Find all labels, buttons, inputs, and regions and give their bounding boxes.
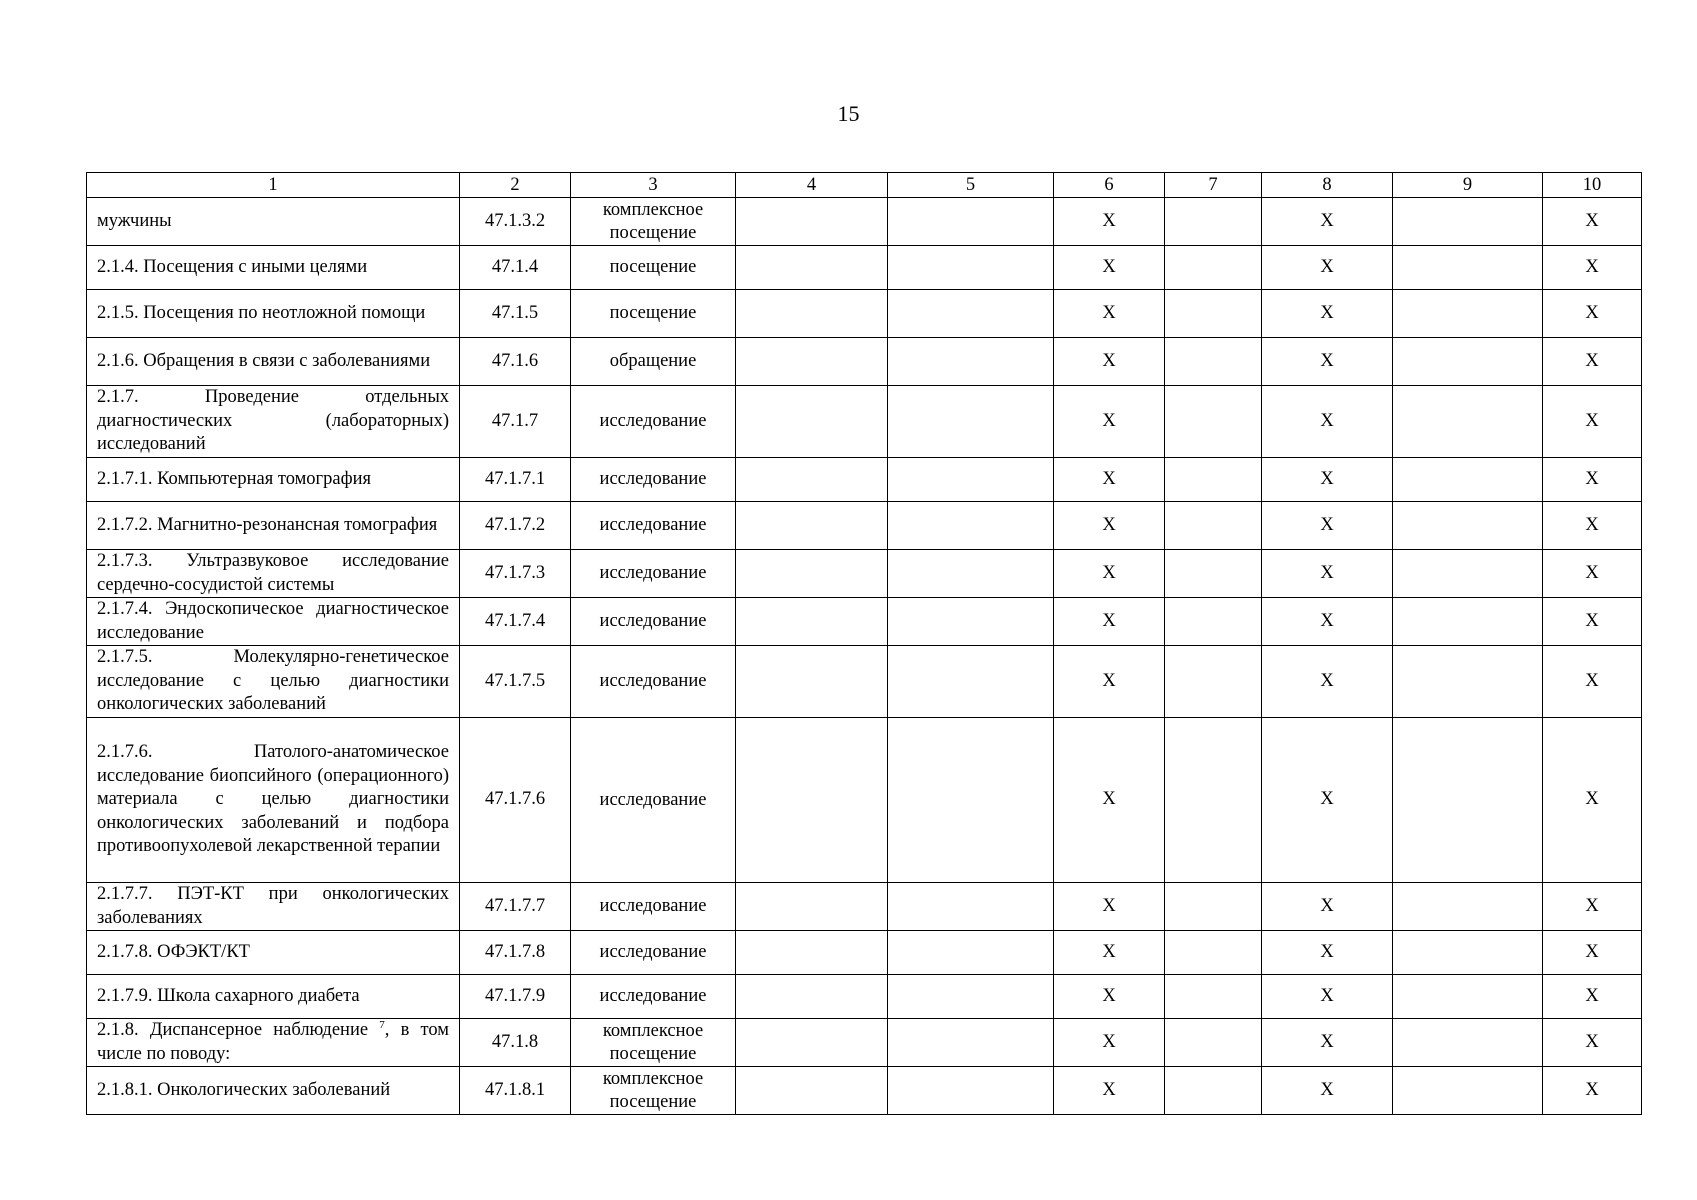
column-header: 5	[888, 173, 1054, 198]
row-name: 2.1.7. Проведение отдельных диагностических (лабораторных) исследований	[87, 386, 460, 458]
cell-col8: Х	[1262, 1067, 1393, 1115]
row-code: 47.1.7.7	[460, 883, 571, 931]
row-unit: посещение	[571, 246, 736, 290]
cell-col9	[1393, 290, 1543, 338]
cell-col5	[888, 198, 1054, 246]
row-code: 47.1.7.1	[460, 458, 571, 502]
row-unit: комплексное посещение	[571, 1019, 736, 1067]
cell-col9	[1393, 458, 1543, 502]
cell-col5	[888, 246, 1054, 290]
column-header: 8	[1262, 173, 1393, 198]
cell-col4	[736, 502, 888, 550]
cell-col5	[888, 338, 1054, 386]
column-header: 4	[736, 173, 888, 198]
column-header: 7	[1165, 173, 1262, 198]
row-unit: исследование	[571, 550, 736, 598]
row-name: 2.1.4. Посещения с иными целями	[87, 246, 460, 290]
cell-col10: Х	[1543, 1067, 1642, 1115]
row-name: 2.1.7.8. ОФЭКТ/КТ	[87, 931, 460, 975]
cell-col6: Х	[1054, 975, 1165, 1019]
cell-col5	[888, 598, 1054, 646]
cell-col9	[1393, 502, 1543, 550]
cell-col8: Х	[1262, 338, 1393, 386]
cell-col7	[1165, 502, 1262, 550]
cell-col5	[888, 883, 1054, 931]
cell-col7	[1165, 290, 1262, 338]
cell-col9	[1393, 1019, 1543, 1067]
cell-col6: Х	[1054, 931, 1165, 975]
cell-col6: Х	[1054, 550, 1165, 598]
row-code: 47.1.7.8	[460, 931, 571, 975]
cell-col5	[888, 1067, 1054, 1115]
cell-col5	[888, 458, 1054, 502]
table-row	[87, 198, 1642, 246]
cell-col4	[736, 1019, 888, 1067]
table-row	[87, 502, 1642, 550]
cell-col7	[1165, 246, 1262, 290]
column-header: 10	[1543, 173, 1642, 198]
row-unit: комплексное посещение	[571, 1067, 736, 1115]
row-name: 2.1.7.6. Патолого-анатомическое исследование биопсийного (операционного) материала с целью диагностики онкологических заболеваний и подбора противоопухолевой лекарственной терапии	[87, 718, 460, 883]
row-unit: исследование	[571, 502, 736, 550]
cell-col7	[1165, 931, 1262, 975]
cell-col8: Х	[1262, 883, 1393, 931]
data-table	[86, 172, 1642, 1115]
cell-col9	[1393, 718, 1543, 883]
row-unit: обращение	[571, 338, 736, 386]
table-row	[87, 246, 1642, 290]
cell-col4	[736, 931, 888, 975]
cell-col5	[888, 718, 1054, 883]
row-name: 2.1.7.5. Молекулярно-генетическое исследование с целью диагностики онкологических заболеваний	[87, 646, 460, 718]
row-name	[87, 1019, 460, 1067]
row-name: 2.1.7.7. ПЭТ-КТ при онкологических заболеваниях	[87, 883, 460, 931]
table-row	[87, 1067, 1642, 1115]
row-unit: посещение	[571, 290, 736, 338]
row-name: 2.1.7.9. Школа сахарного диабета	[87, 975, 460, 1019]
row-unit: исследование	[571, 975, 736, 1019]
cell-col9	[1393, 883, 1543, 931]
row-unit: исследование	[571, 598, 736, 646]
cell-col5	[888, 386, 1054, 458]
row-code: 47.1.8.1	[460, 1067, 571, 1115]
footnote-marker: 7	[379, 1018, 385, 1031]
cell-col8: Х	[1262, 598, 1393, 646]
cell-col8: Х	[1262, 458, 1393, 502]
cell-col6: Х	[1054, 386, 1165, 458]
cell-col6: Х	[1054, 338, 1165, 386]
cell-col10: Х	[1543, 646, 1642, 718]
cell-col7	[1165, 386, 1262, 458]
cell-col4	[736, 338, 888, 386]
cell-col10: Х	[1543, 246, 1642, 290]
cell-col7	[1165, 975, 1262, 1019]
cell-col5	[888, 1019, 1054, 1067]
row-name: 2.1.6. Обращения в связи с заболеваниями	[87, 338, 460, 386]
cell-col5	[888, 502, 1054, 550]
cell-col4	[736, 1067, 888, 1115]
column-header: 3	[571, 173, 736, 198]
cell-col9	[1393, 198, 1543, 246]
column-header: 9	[1393, 173, 1543, 198]
cell-col7	[1165, 718, 1262, 883]
cell-col4	[736, 975, 888, 1019]
table-row	[87, 931, 1642, 975]
row-code: 47.1.7.2	[460, 502, 571, 550]
cell-col9	[1393, 975, 1543, 1019]
cell-col6: Х	[1054, 883, 1165, 931]
cell-col8: Х	[1262, 198, 1393, 246]
cell-col5	[888, 550, 1054, 598]
cell-col4	[736, 290, 888, 338]
row-unit: исследование	[571, 931, 736, 975]
cell-col7	[1165, 198, 1262, 246]
cell-col6: Х	[1054, 598, 1165, 646]
cell-col8: Х	[1262, 386, 1393, 458]
table-row	[87, 598, 1642, 646]
cell-col4	[736, 458, 888, 502]
table-row	[87, 975, 1642, 1019]
cell-col8: Х	[1262, 1019, 1393, 1067]
cell-col6: Х	[1054, 718, 1165, 883]
row-name-text: , в том числе по поводу:	[97, 1020, 449, 1064]
row-code: 47.1.4	[460, 246, 571, 290]
cell-col6: Х	[1054, 502, 1165, 550]
cell-col7	[1165, 338, 1262, 386]
cell-col6: Х	[1054, 1019, 1165, 1067]
cell-col9	[1393, 598, 1543, 646]
cell-col5	[888, 931, 1054, 975]
row-code: 47.1.6	[460, 338, 571, 386]
table-row	[87, 550, 1642, 598]
cell-col8: Х	[1262, 646, 1393, 718]
cell-col10: Х	[1543, 883, 1642, 931]
cell-col8: Х	[1262, 290, 1393, 338]
row-unit: комплексное посещение	[571, 198, 736, 246]
row-code: 47.1.7.4	[460, 598, 571, 646]
cell-col5	[888, 290, 1054, 338]
cell-col6: Х	[1054, 646, 1165, 718]
cell-col4	[736, 883, 888, 931]
cell-col6: Х	[1054, 1067, 1165, 1115]
cell-col7	[1165, 550, 1262, 598]
row-name: 2.1.7.3. Ультразвуковое исследование сердечно-сосудистой системы	[87, 550, 460, 598]
cell-col9	[1393, 386, 1543, 458]
column-header: 1	[87, 173, 460, 198]
cell-col7	[1165, 883, 1262, 931]
cell-col6: Х	[1054, 198, 1165, 246]
row-code: 47.1.7	[460, 386, 571, 458]
cell-col8: Х	[1262, 502, 1393, 550]
cell-col9	[1393, 1067, 1543, 1115]
row-name: мужчины	[87, 198, 460, 246]
cell-col7	[1165, 646, 1262, 718]
cell-col6: Х	[1054, 246, 1165, 290]
cell-col10: Х	[1543, 458, 1642, 502]
row-code: 47.1.5	[460, 290, 571, 338]
header-row	[87, 173, 1642, 198]
cell-col5	[888, 646, 1054, 718]
cell-col10: Х	[1543, 931, 1642, 975]
cell-col10: Х	[1543, 386, 1642, 458]
cell-col4	[736, 550, 888, 598]
cell-col9	[1393, 646, 1543, 718]
table-row	[87, 718, 1642, 883]
cell-col9	[1393, 338, 1543, 386]
table-row	[87, 458, 1642, 502]
row-name: 2.1.8.1. Онкологических заболеваний	[87, 1067, 460, 1115]
cell-col4	[736, 598, 888, 646]
table-row	[87, 338, 1642, 386]
column-header: 6	[1054, 173, 1165, 198]
row-code: 47.1.7.6	[460, 718, 571, 883]
row-name: 2.1.7.1. Компьютерная томография	[87, 458, 460, 502]
table-row	[87, 290, 1642, 338]
row-name-text: 2.1.8. Диспансерное наблюдение	[97, 1020, 380, 1040]
cell-col5	[888, 975, 1054, 1019]
cell-col10: Х	[1543, 502, 1642, 550]
row-code: 47.1.7.9	[460, 975, 571, 1019]
cell-col7	[1165, 598, 1262, 646]
row-unit: исследование	[571, 458, 736, 502]
cell-col6: Х	[1054, 458, 1165, 502]
cell-col8: Х	[1262, 975, 1393, 1019]
table-row	[87, 883, 1642, 931]
cell-col10: Х	[1543, 975, 1642, 1019]
cell-col10: Х	[1543, 338, 1642, 386]
cell-col6: Х	[1054, 290, 1165, 338]
cell-col10: Х	[1543, 198, 1642, 246]
table-row	[87, 646, 1642, 718]
cell-col10: Х	[1543, 718, 1642, 883]
table-row	[87, 1019, 1642, 1067]
row-code: 47.1.7.5	[460, 646, 571, 718]
cell-col10: Х	[1543, 550, 1642, 598]
page-number: 15	[837, 101, 860, 126]
cell-col7	[1165, 1067, 1262, 1115]
row-name: 2.1.5. Посещения по неотложной помощи	[87, 290, 460, 338]
cell-col4	[736, 246, 888, 290]
cell-col7	[1165, 1019, 1262, 1067]
cell-col8: Х	[1262, 550, 1393, 598]
row-unit: исследование	[571, 646, 736, 718]
row-code: 47.1.7.3	[460, 550, 571, 598]
row-name: 2.1.7.4. Эндоскопическое диагностическое исследование	[87, 598, 460, 646]
column-header: 2	[460, 173, 571, 198]
cell-col4	[736, 198, 888, 246]
cell-col8: Х	[1262, 718, 1393, 883]
cell-col10: Х	[1543, 598, 1642, 646]
cell-col8: Х	[1262, 246, 1393, 290]
row-name: 2.1.7.2. Магнитно-резонансная томография	[87, 502, 460, 550]
row-unit: исследование	[571, 386, 736, 458]
cell-col10: Х	[1543, 1019, 1642, 1067]
row-code: 47.1.8	[460, 1019, 571, 1067]
cell-col4	[736, 386, 888, 458]
cell-col9	[1393, 246, 1543, 290]
cell-col4	[736, 718, 888, 883]
row-code: 47.1.3.2	[460, 198, 571, 246]
cell-col9	[1393, 550, 1543, 598]
cell-col4	[736, 646, 888, 718]
cell-col9	[1393, 931, 1543, 975]
row-unit: исследование	[571, 718, 736, 883]
cell-col7	[1165, 458, 1262, 502]
row-unit: исследование	[571, 883, 736, 931]
cell-col10: Х	[1543, 290, 1642, 338]
table-row	[87, 386, 1642, 458]
cell-col8: Х	[1262, 931, 1393, 975]
